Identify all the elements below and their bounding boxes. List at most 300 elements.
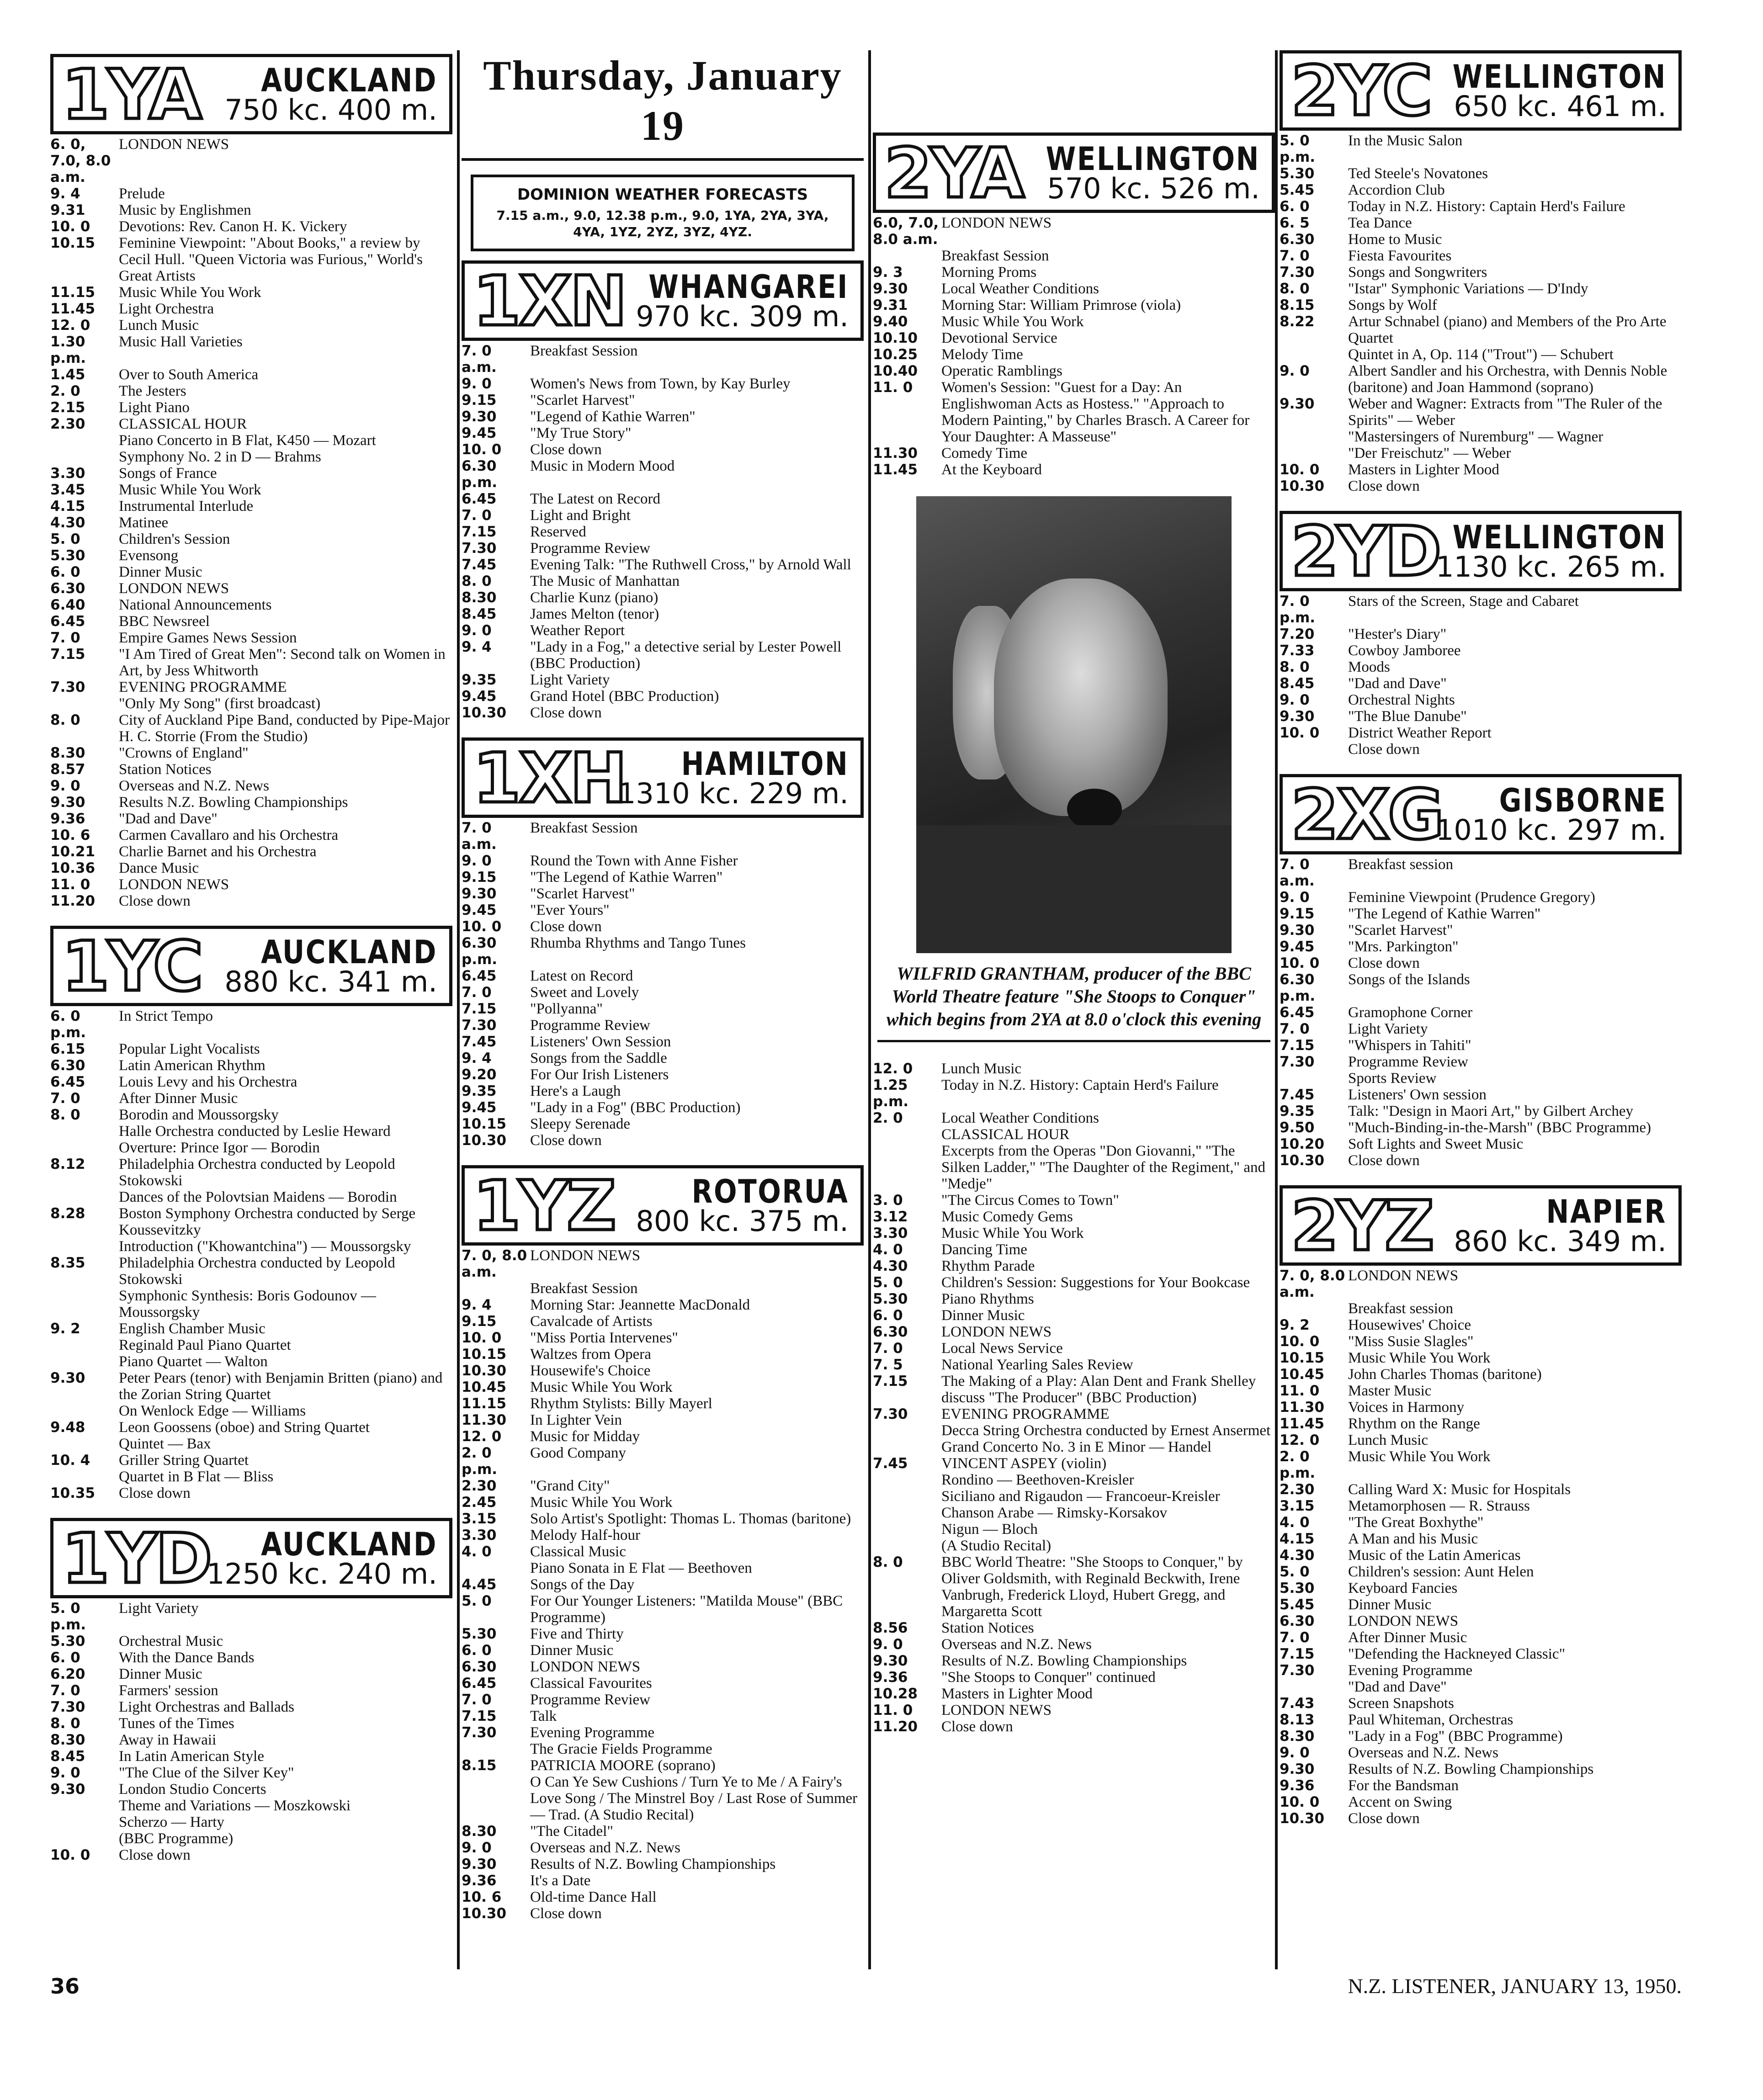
schedule-row [1280, 297, 1682, 313]
schedule-time: 9.40 [873, 313, 908, 330]
schedule-row [50, 1452, 452, 1469]
schedule-programme: Songs of the Islands [1348, 971, 1470, 988]
schedule-programme: Dinner Music [530, 1642, 614, 1659]
schedule-programme: Halle Orchestra conducted by Leslie Heward [119, 1123, 391, 1140]
schedule-row [50, 613, 452, 630]
schedule-programme: "Dad and Dave" [119, 811, 218, 827]
schedule-time: 6.45 [462, 491, 497, 507]
schedule-programme: Empire Games News Session [119, 630, 297, 646]
schedule-row [873, 264, 1275, 281]
schedule-programme: LONDON NEWS [530, 1659, 641, 1675]
schedule-programme: Light Orchestra [119, 301, 214, 317]
schedule-row [50, 1353, 452, 1370]
schedule-row [873, 363, 1275, 379]
schedule-row [873, 461, 1275, 478]
schedule-time: 6. 0 [1280, 198, 1310, 215]
schedule-row [462, 1543, 864, 1560]
schedule-programme: Women's Session: "Guest for a Day: An Englishwoman Acts as Hostess." "Approach to Modern Painting," by Charles Brasch. A Career for Your Daughter: A Masseuse" [941, 379, 1250, 445]
schedule-programme: Tea Dance [1348, 215, 1412, 231]
schedule-row [462, 557, 864, 573]
schedule-programme: Close down [119, 893, 191, 909]
schedule-row [462, 1560, 864, 1576]
schedule-programme: "Miss Susie Slagles" [1348, 1333, 1474, 1350]
schedule-time: 8. 0 [50, 1107, 80, 1123]
schedule-row [462, 1050, 864, 1066]
schedule-time [873, 1505, 941, 1521]
schedule-row [1280, 708, 1682, 725]
schedule-time: 9. 2 [50, 1320, 80, 1337]
schedule-time: 8. 0 [50, 1715, 80, 1732]
schedule-time: 5. 0 [50, 531, 80, 547]
schedule-programme: Lunch Music [1348, 1432, 1428, 1448]
schedule-time: 9.36 [50, 811, 85, 827]
schedule-row [1280, 1498, 1682, 1514]
schedule-time: 7.20 [1280, 626, 1315, 642]
schedule-programme: Metamorphosen — R. Strauss [1348, 1498, 1530, 1514]
schedule-row [462, 458, 864, 491]
schedule-programme: Away in Hawaii [119, 1732, 217, 1748]
schedule-programme: English Chamber Music [119, 1320, 266, 1337]
schedule-time: 10.15 [462, 1116, 507, 1132]
schedule-programme: Here's a Laugh [530, 1083, 621, 1099]
schedule-row [462, 1626, 864, 1642]
schedule-time: 10. 0 [462, 918, 502, 935]
schedule-time: 10.15 [50, 235, 96, 251]
schedule-programme: Sports Review [1348, 1070, 1437, 1087]
schedule-row [873, 1061, 1275, 1077]
schedule-row [462, 1445, 864, 1478]
schedule-time: 2. 0 [873, 1110, 903, 1126]
schedule-programme: Reginald Paul Piano Quartet [119, 1337, 291, 1353]
photo-pipe [1067, 789, 1122, 830]
schedule-time: 6.20 [50, 1666, 85, 1682]
schedule-time: 10.15 [462, 1346, 507, 1363]
schedule-programme: Overseas and N.Z. News [530, 1840, 680, 1856]
schedule-row [50, 1041, 452, 1057]
schedule-time: 4.15 [1280, 1531, 1315, 1547]
schedule-time [50, 1353, 119, 1370]
schedule-time: 9.30 [50, 794, 85, 811]
schedule-programme: Breakfast session [1348, 856, 1454, 873]
schedule-programme: Housewives' Choice [1348, 1317, 1471, 1333]
schedule-programme: Light Orchestras and Ballads [119, 1699, 294, 1715]
schedule-time: 5.30 [50, 547, 85, 564]
schedule-row [1280, 1267, 1682, 1300]
schedule-programme: Voices in Harmony [1348, 1399, 1465, 1416]
schedule-time: 10.30 [1280, 1810, 1325, 1827]
schedule-time: 7. 0 [873, 1340, 903, 1357]
schedule-time: 5. 0 [873, 1274, 903, 1291]
schedule-row [50, 580, 452, 597]
schedule-programme: Introduction ("Khowantchina") — Moussorgsky [119, 1238, 411, 1255]
schedule-programme: Accent on Swing [1348, 1794, 1452, 1810]
schedule-programme: Peter Pears (tenor) with Benjamin Britten (piano) and the Zorian String Quartet [119, 1370, 443, 1403]
schedule-row [1280, 1596, 1682, 1613]
schedule-programme: Programme Review [530, 540, 651, 557]
schedule-programme: LONDON NEWS [119, 580, 229, 597]
schedule-row [462, 1412, 864, 1428]
schedule-time: 7.43 [1280, 1695, 1315, 1712]
schedule-row [1280, 1712, 1682, 1728]
schedule-row [462, 968, 864, 984]
schedule-row [462, 1132, 864, 1149]
schedule-row [1280, 1383, 1682, 1399]
schedule-row [1280, 971, 1682, 1004]
schedule-row [462, 1116, 864, 1132]
schedule-row [50, 1814, 452, 1830]
schedule-row [462, 1017, 864, 1034]
schedule-programme: Weather Report [530, 622, 625, 639]
schedule-programme: Dinner Music [941, 1307, 1025, 1324]
schedule-programme: Leon Goossens (oboe) and String Quartet [119, 1419, 370, 1436]
schedule-programme: Philadelphia Orchestra conducted by Leopold Stokowski [119, 1255, 395, 1288]
schedule-row [50, 1090, 452, 1107]
schedule-row [462, 705, 864, 721]
schedule-programme: Boston Symphony Orchestra conducted by Serge Koussevitzky [119, 1205, 416, 1238]
schedule-programme: After Dinner Music [1348, 1629, 1467, 1646]
station-frequency: 970 kc. 309 m. [636, 300, 849, 333]
schedule-programme: Evening Programme [530, 1724, 655, 1741]
schedule-time: 7.15 [50, 646, 85, 663]
schedule-programme: Grand Hotel (BBC Production) [530, 688, 719, 705]
schedule-programme: Music Comedy Gems [941, 1209, 1073, 1225]
schedule-row [1280, 1399, 1682, 1416]
schedule-time [1280, 429, 1348, 445]
schedule-1ya [50, 136, 452, 909]
schedule-row [462, 1741, 864, 1757]
schedule-time: 10.45 [462, 1379, 507, 1395]
schedule-row [1280, 1004, 1682, 1021]
schedule-time: 7.30 [1280, 1054, 1315, 1070]
schedule-programme: Comedy Time [941, 445, 1027, 461]
schedule-programme: Close down [530, 441, 602, 458]
weather-forecast-box [471, 175, 855, 251]
schedule-programme: At the Keyboard [941, 461, 1042, 478]
schedule-programme: Songs of France [119, 465, 217, 482]
schedule-programme: "The Circus Comes to Town" [941, 1192, 1119, 1209]
schedule-programme: Matinee [119, 514, 169, 531]
schedule-programme: LONDON NEWS [941, 1702, 1052, 1718]
schedule-time: 6.40 [50, 597, 85, 613]
schedule-programme: LONDON NEWS [530, 1247, 641, 1264]
schedule-programme: Tunes of the Times [119, 1715, 234, 1732]
schedule-programme: Music While You Work [530, 1494, 673, 1511]
schedule-programme: Ted Steele's Novatones [1348, 165, 1488, 182]
schedule-programme: Results of N.Z. Bowling Championships [941, 1653, 1187, 1669]
schedule-row [462, 540, 864, 557]
page-title: Thursday, January 19 [483, 52, 842, 149]
schedule-time: 9.36 [873, 1669, 908, 1686]
station-code: 1YZ [473, 1167, 615, 1246]
schedule-time: 7.45 [873, 1455, 908, 1472]
station-code: 2YZ [1291, 1187, 1433, 1266]
schedule-time: 10.36 [50, 860, 96, 876]
schedule-programme: Prelude [119, 186, 165, 202]
schedule-programme: After Dinner Music [119, 1090, 238, 1107]
schedule-time: 9.15 [462, 1313, 497, 1330]
schedule-row [50, 218, 452, 235]
schedule-time [873, 1439, 941, 1455]
schedule-row [50, 1140, 452, 1156]
schedule-row [462, 1905, 864, 1922]
schedule-programme: "The Clue of the Silver Key" [119, 1765, 294, 1781]
schedule-row [50, 1156, 452, 1189]
schedule-row [50, 778, 452, 794]
schedule-time [50, 695, 119, 712]
schedule-programme: LONDON NEWS [119, 876, 229, 893]
schedule-time [462, 1774, 530, 1823]
schedule-time [50, 1814, 119, 1830]
column-divider [457, 50, 460, 1969]
schedule-programme: EVENING PROGRAMME [941, 1406, 1110, 1422]
schedule-time: 3.30 [50, 465, 85, 482]
station-city: AUCKLAND [261, 1526, 437, 1563]
station-frequency: 1010 kc. 297 m. [1435, 813, 1667, 847]
schedule-2yd [1280, 593, 1682, 758]
schedule-row [50, 1436, 452, 1452]
station-frequency: 880 kc. 341 m. [224, 965, 437, 998]
schedule-time: 7. 0 [462, 1692, 492, 1708]
station-frequency: 1250 kc. 240 m. [206, 1557, 437, 1591]
schedule-row [462, 1724, 864, 1741]
schedule-programme: Morning Star: Jeannette MacDonald [530, 1297, 750, 1313]
station-header-2yc [1280, 50, 1682, 131]
schedule-time: 7. 5 [873, 1357, 903, 1373]
schedule-row [462, 606, 864, 622]
schedule-programme: Dances of the Polovtsian Maidens — Borodin [119, 1189, 397, 1205]
schedule-row [50, 1715, 452, 1732]
schedule-row [1280, 133, 1682, 165]
station-code: 1YC [62, 927, 202, 1007]
schedule-row [462, 1659, 864, 1675]
schedule-time: 9. 3 [873, 264, 903, 281]
schedule-programme: Light Variety [1348, 1021, 1428, 1037]
schedule-time: 9. 0 [50, 778, 80, 794]
schedule-programme: Close down [941, 1718, 1013, 1735]
schedule-programme: Local Weather Conditions [941, 1110, 1099, 1126]
schedule-time: 11. 0 [873, 379, 913, 396]
schedule-row [873, 1373, 1275, 1406]
schedule-time: 7. 0 a.m. [462, 820, 497, 853]
schedule-programme: Programme Review [1348, 1054, 1469, 1070]
schedule-programme: Close down [530, 1905, 602, 1922]
schedule-time [1280, 1300, 1348, 1317]
schedule-time [50, 1337, 119, 1353]
schedule-programme: "The Citadel" [530, 1823, 613, 1840]
schedule-programme: BBC World Theatre: "She Stoops to Conquer," by Oliver Goldsmith, with Reginald Beckwith, Irene Vanbrugh, Frederick Lloyd, Hubert Gregg, and Margaretta Scott [941, 1554, 1243, 1620]
schedule-row [873, 1653, 1275, 1669]
schedule-row [873, 1357, 1275, 1373]
schedule-time: 9.30 [1280, 1761, 1315, 1777]
schedule-time: 8. 0 [50, 712, 80, 728]
schedule-time: 8.28 [50, 1205, 85, 1222]
schedule-row [873, 1488, 1275, 1505]
schedule-row [462, 1856, 864, 1872]
schedule-time: 7.33 [1280, 642, 1315, 659]
station-code: 1XN [473, 262, 626, 341]
schedule-row [873, 313, 1275, 330]
schedule-programme: Women's News from Town, by Kay Burley [530, 376, 791, 392]
schedule-programme: For Our Younger Listeners: "Matilda Mouse" (BBC Programme) [530, 1593, 843, 1626]
schedule-time: 10.28 [873, 1686, 918, 1702]
schedule-programme: Music by Englishmen [119, 202, 251, 218]
schedule-programme: Station Notices [119, 761, 212, 778]
schedule-time: 9. 0 [462, 853, 492, 869]
schedule-time: 6. 0 [462, 1642, 492, 1659]
schedule-row [1280, 593, 1682, 626]
schedule-row [1280, 922, 1682, 939]
schedule-row [50, 811, 452, 827]
schedule-row [1280, 281, 1682, 297]
schedule-programme: Close down [119, 1485, 191, 1501]
schedule-time: 7. 0, 8.0 a.m. [462, 1247, 527, 1280]
schedule-programme: Orchestral Music [119, 1633, 223, 1649]
schedule-time: 10. 0 [462, 1330, 502, 1346]
schedule-programme: Dinner Music [119, 564, 202, 580]
schedule-row [1280, 725, 1682, 741]
schedule-row [50, 1469, 452, 1485]
schedule-time: 10.25 [873, 346, 918, 363]
schedule-row [50, 235, 452, 284]
schedule-row [873, 1274, 1275, 1291]
schedule-time: 5.30 [873, 1291, 908, 1307]
schedule-row [50, 531, 452, 547]
schedule-programme: Breakfast Session [530, 1280, 638, 1297]
station-header-1ya [50, 54, 452, 134]
schedule-programme: LONDON NEWS [941, 1324, 1052, 1340]
schedule-row [462, 853, 864, 869]
schedule-time: 6.15 [50, 1041, 85, 1057]
schedule-time: 7.30 [462, 1724, 497, 1741]
schedule-row [50, 449, 452, 465]
schedule-programme: Reserved [530, 524, 586, 540]
schedule-programme: Evening Talk: "The Ruthwell Cross," by Arnold Wall [530, 557, 851, 573]
schedule-programme: City of Auckland Pipe Band, conducted by Pipe-Major H. C. Storrie (From the Studio) [119, 712, 450, 745]
schedule-programme: Weber and Wagner: Extracts from "The Ruler of the Spirits" — Weber [1348, 396, 1662, 429]
schedule-programme: Results N.Z. Bowling Championships [119, 794, 348, 811]
schedule-time: 8. 0 [1280, 659, 1310, 675]
schedule-time: 2. 0 p.m. [1280, 1448, 1316, 1481]
schedule-time: 8.30 [462, 589, 497, 606]
schedule-programme: Results of N.Z. Bowling Championships [530, 1856, 776, 1872]
schedule-row [1280, 445, 1682, 461]
schedule-time: 11.15 [50, 284, 96, 301]
schedule-programme: Dancing Time [941, 1241, 1027, 1258]
station-city: HAMILTON [681, 745, 849, 783]
schedule-row [873, 330, 1275, 346]
schedule-row [1280, 939, 1682, 955]
schedule-row [462, 1872, 864, 1889]
schedule-time [50, 1469, 119, 1485]
schedule-programme: Lunch Music [119, 317, 199, 334]
schedule-time: 9. 0 [462, 376, 492, 392]
station-code: 1XH [473, 739, 626, 818]
schedule-time: 8.30 [50, 745, 85, 761]
schedule-row [462, 1576, 864, 1593]
schedule-programme: "Lady in a Fog," a detective serial by Lester Powell (BBC Production) [530, 639, 842, 672]
schedule-programme: Solo Artist's Spotlight: Thomas L. Thomas (baritone) [530, 1511, 851, 1527]
station-frequency: 1130 kc. 265 m. [1435, 550, 1667, 583]
schedule-time: 7.45 [1280, 1087, 1315, 1103]
station-city: WELLINGTON [1452, 58, 1667, 95]
schedule-programme: "Lady in a Fog" (BBC Programme) [1348, 1728, 1563, 1745]
schedule-programme: Close down [119, 1847, 191, 1863]
schedule-row [1280, 659, 1682, 675]
schedule-time: 4.15 [50, 498, 85, 514]
schedule-time: 10.30 [462, 1905, 507, 1922]
schedule-row [873, 297, 1275, 313]
schedule-programme: Dinner Music [1348, 1596, 1432, 1613]
schedule-time: 2.30 [50, 416, 85, 432]
schedule-time: 8. 0 [1280, 281, 1310, 297]
schedule-row [462, 1099, 864, 1116]
schedule-programme: The Jesters [119, 383, 186, 399]
schedule-row [462, 902, 864, 918]
schedule-time: 4.30 [1280, 1547, 1315, 1564]
schedule-programme: Music While You Work [1348, 1448, 1491, 1465]
schedule-row [462, 1757, 864, 1774]
schedule-time: 7.15 [873, 1373, 908, 1389]
footer-credit: N.Z. LISTENER, JANUARY 13, 1950. [1348, 1974, 1682, 1998]
schedule-programme: Operatic Ramblings [941, 363, 1062, 379]
schedule-row [462, 408, 864, 425]
station-frequency: 800 kc. 375 m. [636, 1204, 849, 1238]
schedule-time: 6.30 [462, 1659, 497, 1675]
schedule-row [462, 1823, 864, 1840]
schedule-programme: Rhythm Stylists: Billy Mayerl [530, 1395, 712, 1412]
schedule-programme: Charlie Kunz (piano) [530, 589, 658, 606]
schedule-time: 6. 0 [50, 1649, 80, 1666]
schedule-row [50, 547, 452, 564]
schedule-row [873, 1192, 1275, 1209]
schedule-row [50, 1732, 452, 1748]
schedule-programme: Music While You Work [119, 284, 261, 301]
schedule-programme: James Melton (tenor) [530, 606, 659, 622]
schedule-programme: (A Studio Recital) [941, 1538, 1051, 1554]
schedule-time: 9.35 [462, 672, 497, 688]
schedule-time: 9.30 [1280, 922, 1315, 939]
schedule-programme: On Wenlock Edge — Williams [119, 1403, 306, 1419]
schedule-time: 11.45 [50, 301, 96, 317]
schedule-row [873, 1669, 1275, 1686]
schedule-programme: Music While You Work [119, 482, 261, 498]
schedule-time: 10.30 [1280, 1152, 1325, 1169]
schedule-programme: Breakfast Session [941, 248, 1049, 264]
schedule-row [1280, 231, 1682, 248]
schedule-2ya-morning [873, 215, 1275, 478]
schedule-programme: Charlie Barnet and his Orchestra [119, 843, 317, 860]
schedule-row [1280, 1662, 1682, 1679]
schedule-time: 7. 0 [1280, 248, 1310, 264]
schedule-programme: Songs by Wolf [1348, 297, 1437, 313]
schedule-programme: Cavalcade of Artists [530, 1313, 653, 1330]
schedule-programme: Gramophone Corner [1348, 1004, 1473, 1021]
schedule-time: 7.30 [873, 1406, 908, 1422]
schedule-row [50, 1682, 452, 1699]
schedule-programme: Sweet and Lovely [530, 984, 639, 1001]
station-city: GISBORNE [1499, 782, 1667, 819]
schedule-row [50, 202, 452, 218]
schedule-time [50, 1830, 119, 1847]
schedule-row [1280, 1547, 1682, 1564]
schedule-time: 9.31 [50, 202, 85, 218]
schedule-time [873, 1126, 941, 1143]
schedule-programme: Piano Sonata in E Flat — Beethoven [530, 1560, 752, 1576]
column-4 [1280, 0, 1682, 1827]
schedule-programme: "My True Story" [530, 425, 632, 441]
schedule-programme: In Strict Tempo [119, 1008, 213, 1024]
schedule-row [873, 1455, 1275, 1472]
